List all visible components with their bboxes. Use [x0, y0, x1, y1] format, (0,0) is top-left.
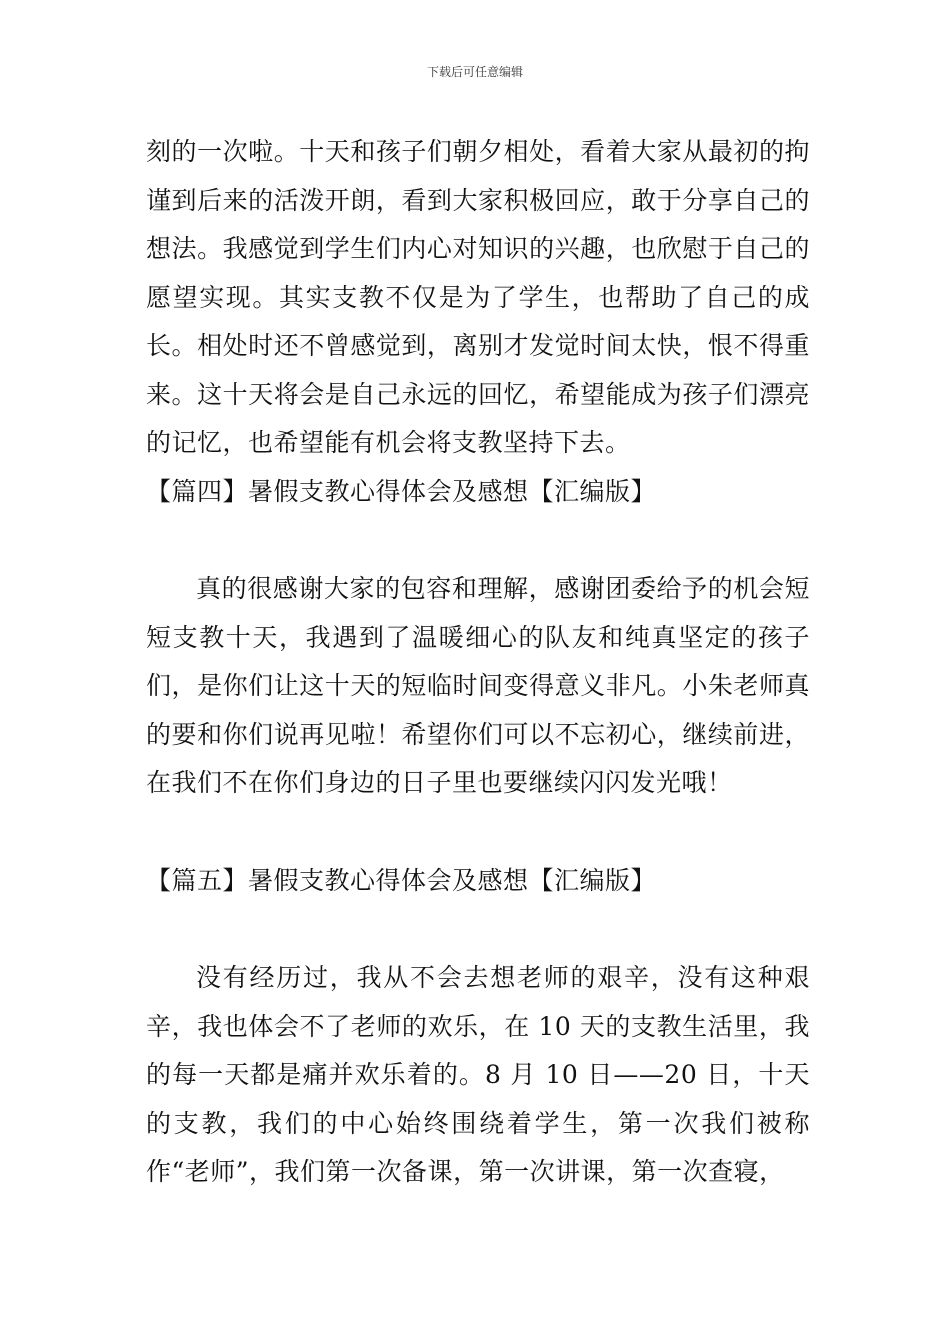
blank-line: [146, 516, 810, 565]
section-heading-5: 【篇五】暑假支教心得体会及感想【汇编版】: [146, 865, 657, 895]
paragraph-continuation: 刻的一次啦。十天和孩子们朝夕相处，看着大家从最初的拘谨到后来的活泼开朗，看到大家积极回应，敢于分享自己的想法。我感觉到学生们内心对知识的兴趣，也欣慰于自己的愿望实现。其实支教不仅是为了学生，也帮助了自己的成长。相处时还不曾感觉到，离别才发觉时间太快，恨不得重来。这十天将会是自己永远的回忆，希望能成为孩子们漂亮的记忆，也希望能有机会将支教坚持下去。: [146, 137, 810, 457]
blank-line: [146, 808, 810, 857]
blank-line: [146, 905, 810, 954]
paragraph-section-5: 没有经历过，我从不会去想老师的艰辛，没有这种艰辛，我也体会不了老师的欢乐，在 10 天的支教生活里，我的每一天都是痛并欢乐着的。8 月 10 日——20 日，十天的支教，我们的中心始终围绕着学生，第一次我们被称作“老师”，我们第一次备课，第一次讲课，第一次查寝，: [146, 963, 810, 1186]
page-header: 下载后可任意编辑: [426, 65, 523, 79]
section-heading-4: 【篇四】暑假支教心得体会及感想【汇编版】: [146, 476, 657, 506]
document-body: [146, 128, 810, 1197]
paragraph-section-4: 真的很感谢大家的包容和理解，感谢团委给予的机会短短支教十天，我遇到了温暖细心的队友和纯真坚定的孩子们，是你们让这十天的短临时间变得意义非凡。小朱老师真的要和你们说再见啦！希望你们可以不忘初心，继续前进，在我们不在你们身边的日子里也要继续闪闪发光哦！: [146, 574, 810, 797]
